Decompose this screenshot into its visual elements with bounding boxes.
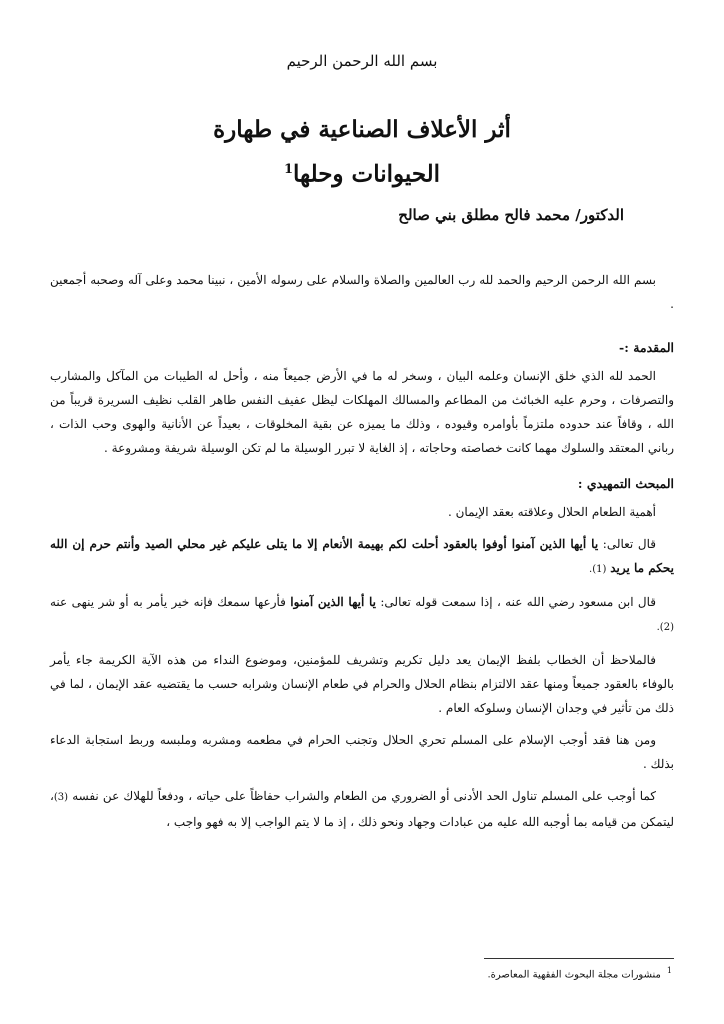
- obligation-paragraph: [50, 784, 674, 834]
- footnote-text: منشورات مجلة البحوث الفقهية المعاصرة.: [487, 969, 661, 981]
- author-line: الدكتور/ محمد فالح مطلق بني صالح: [398, 206, 624, 224]
- iman-paragraph: فالملاحظ أن الخطاب بلفظ الإيمان يعد دليل تكريم وتشريف للمؤمنين، وموضوع النداء من هذه الآية الكريمة جاء يأمر بالوفاء بالعقود جميعاً ومنها عقد الالتزام بنظام الحلال والحرام في طعام الإنسان وشرابه حسب ما يقتضيه عقد الإيمان ، لما في ذلك من تأثير في وجدان الإنسان وسلوكه العام .: [50, 653, 674, 715]
- footnote-mark: 1: [666, 966, 672, 975]
- muqaddima-heading: المقدمة :-: [619, 340, 674, 355]
- footnote-divider: [484, 958, 674, 959]
- title-line-2: [0, 150, 724, 195]
- obligation-ref: (3): [53, 792, 69, 803]
- ibn-masud-ref: (2).: [656, 622, 674, 633]
- obligation-text-b: ، ليتمكن من قيامه بما أوجبه الله عليه من عبادات وجهاد ونحو ذلك ، إذ ما لا يتم الواجب إلا به فهو واجب ،: [50, 789, 674, 829]
- footnote: [488, 966, 673, 980]
- ibn-masud-paragraph: [50, 590, 674, 640]
- paper-title: [0, 110, 724, 195]
- intro-paragraph: بسم الله الرحمن الرحيم والحمد لله رب العالمين والصلاة والسلام على رسوله الأمين ، نبينا محمد وعلى آله وصحبه أجمعين .: [50, 273, 674, 311]
- body-text: [50, 268, 674, 834]
- title-line-1: أثر الأعلاف الصناعية في طهارة: [213, 116, 511, 143]
- muqaddima-paragraph: الحمد لله الذي خلق الإنسان وعلمه البيان ، وسخر له ما في الأرض جميعاً منه ، وأحل له الطيبات من المآكل والمشارب والتصرفات ، وحرم عليه الخبائث من المطاعم والمسالك المهلكات ليظل عفيف النفس طاهر القلب نظيف السريرة قريباً من الله ، وقافاً عند حدوده ملتزماً بأوامره وقيوده ، وذلك ما يميزه عن بقية المخلوقات ، بعيداً عن الأنانية والهوى وحب الذات ، رباني المعتقد والسلوك مهما كانت خصاصته وحاجاته ، إذ الغاية لا تبرر الوسيلة ما لم تكن الوسيلة شريفة ومشروعة .: [50, 369, 674, 455]
- verse-ref: (1).: [589, 564, 607, 575]
- obligation-text-a: كما أوجب على المسلم تناول الحد الأدنى أو الضروري من الطعام والشراب حفاظاً على حياته ، ودفعاً للهلاك عن نفسه: [68, 789, 656, 803]
- title-footnote-mark: 1: [283, 162, 293, 177]
- tamhidi-heading: المبحث التمهيدي :: [577, 476, 674, 491]
- ibn-masud-quote: يا أيها الذين آمنوا: [290, 595, 377, 609]
- ibn-masud-rest: فأرعها سمعك فإنه خير يأمر به أو شر ينهى عنه: [50, 595, 291, 609]
- title-line-2-text: الحيوانات وحلها: [292, 160, 441, 188]
- halal-paragraph: ومن هنا فقد أوجب الإسلام على المسلم تحري الحلال وتجنب الحرام في مطعمه ومشربه وملبسه وربط استجابة الدعاء بذلك .: [50, 733, 674, 771]
- verse-text: يا أيها الذين آمنوا أوفوا بالعقود أحلت لكم بهيمة الأنعام إلا ما يتلى عليكم غير محلي الصيد وأنتم حرم إن الله يحكم ما يريد: [50, 537, 674, 575]
- verse-lead: قال تعالى:: [598, 537, 656, 551]
- ibn-masud-lead: قال ابن مسعود رضي الله عنه ، إذا سمعت قوله تعالى:: [376, 595, 657, 609]
- tamhidi-subtitle: أهمية الطعام الحلال وعلاقته بعقد الإيمان .: [447, 505, 656, 519]
- basmala: بسم الله الرحمن الرحيم: [286, 52, 438, 70]
- quran-verse-paragraph: [50, 532, 674, 582]
